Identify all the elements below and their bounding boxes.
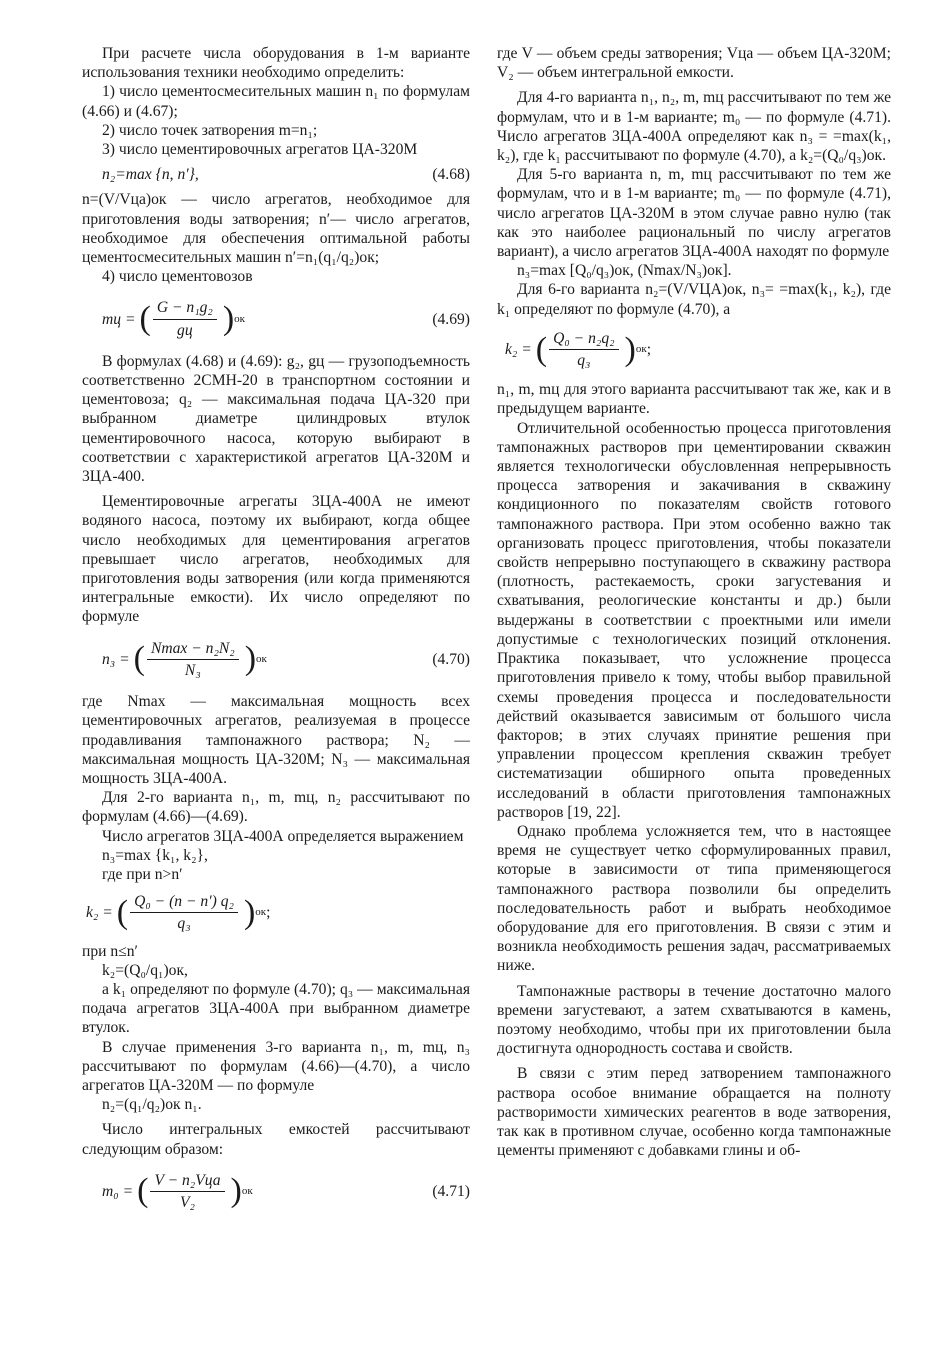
subscript: ок (256, 652, 267, 665)
paren-open: ( (137, 1172, 149, 1210)
formula-inline: n₃=max [Q₀/q₃)ок, (Nmax/N₃)ок]. (517, 262, 732, 280)
list-item: 2) число точек затворения m=n₁; (102, 121, 318, 139)
paren-open: ( (116, 893, 129, 931)
formula-4-69 (82, 298, 470, 339)
paren-close: ) (624, 330, 636, 368)
formula-number: (4.68) (432, 166, 470, 184)
formula-expression: n₂=max {n, n′}, (102, 166, 199, 184)
numerator: G − n₁g₂ (153, 298, 217, 319)
paren-open: ( (133, 640, 145, 678)
paren-close: ) (230, 1172, 242, 1210)
paragraph: Для 2-го варианта n₁, m, mц, n₂ рассчитывают по формулам (4.66)—(4.69). (82, 789, 470, 826)
subscript: ок (635, 342, 647, 355)
denominator: gц (177, 321, 193, 339)
paragraph: При расчете числа оборудования в 1-м варианте использования техники необходимо определить: (82, 45, 470, 82)
paren-open: ( (535, 330, 548, 368)
formula-lhs: k₂ = (86, 904, 113, 922)
formula-inline: n₂=(q₁/q₂)ок n₁. (102, 1096, 202, 1114)
fraction (150, 1171, 228, 1212)
formula-inline: n₃=max {k₁, k₂}, (102, 846, 208, 864)
list-item: 4) число цементовозов (102, 268, 253, 286)
paragraph: Однако проблема усложняется тем, что в настоящее время не существует четко сформулированных правил, которые в зависимости от типа применяющегося тампонажного раствора позволили бы определить последовательность работ и выбрать необходимое оборудование для его приготовления. В связи с этим и возникла необходимость решения задач, рассматриваемых ниже. (497, 822, 891, 975)
paragraph: Тампонажные растворы в течение достаточно малого времени загустевают, а затем схватываются в камень, поэтому необходимо, чтобы при их приготовлении была достигнута однородность состава и свойств. (497, 982, 891, 1058)
formula-lhs: mц = (102, 310, 136, 328)
fraction (147, 639, 243, 680)
list-item: 1) число цементосмесительных машин n₁ по формулам (4.66) и (4.67); (82, 83, 470, 120)
subscript: ок (255, 906, 267, 919)
formula-number: (4.69) (432, 310, 470, 328)
formula-lhs: n₃ = (102, 650, 130, 668)
fraction (130, 892, 242, 933)
paren-close: ) (243, 893, 256, 931)
paragraph: Число агрегатов 3ЦА-400А определяется выражением (102, 827, 464, 845)
numerator: Q₀ − (n − n′) q₂ (130, 892, 238, 913)
formula-4-70 (82, 639, 470, 680)
formula-inline: k₂=(Q₀/q₁)ок, (102, 961, 188, 979)
formula-tail: ; (266, 904, 271, 922)
paragraph: а k₁ определяют по формуле (4.70); q₃ — максимальная подача агрегатов 3ЦА-400А при выбранном диаметре втулок. (82, 980, 470, 1037)
numerator: Q₀ − n₂q₂ (549, 329, 618, 350)
paren-open: ( (139, 300, 151, 338)
denominator: q₃ (577, 352, 591, 370)
paragraph: где при n>n′ (102, 865, 183, 883)
paragraph: В связи с этим перед затворением тампонажного раствора особое внимание обращается на полноту растворимости химических реагентов в воде затворения, так как в противном случае, особенно когда тампонажные цементы применяют с добавками глины и об- (497, 1065, 891, 1160)
denominator: N₃ (184, 661, 201, 679)
paragraph: Отличительной особенностью процесса приготовления тампонажных растворов при цементировании скважин является технологически обусловленная непрерывность процесса затворения и закачивания в скважину кондиционного по показателям свойств готового тампонажного раствора. При этом особенно важно так организовать процесс приготовления, чтобы показатели свойств непрерывно поступающего в скважину раствора (плотность, растекаемость, сроки загустевания и схватывания, реологические константы и др.) были выдержаны в соответствии с проектными или имели допустимые с технологических позиций отклонения. Практика показывает, что усложнение процесса приготовления привело к тому, чтобы выбор правильной схемы проведения процесса и последовательности действий оказывается зависимым от большого числа факторов; в этих случаях принятие решения при управлении процессом крепления скважин требует систематизации обширного опыта проведенных исследований в области приготовления тампонажных растворов [19, 22]. (497, 419, 891, 821)
formula-4-71 (82, 1171, 470, 1212)
numerator: Nmax − n₂N₂ (147, 639, 239, 660)
paragraph: где Nmax — максимальная мощность всех цементировочных агрегатов, реализуемая в процессе продавливания тампонажного раствора; N₂ — максимальная мощность ЦА-320М; N₃ — максимальная мощность 3ЦА-400А. (82, 693, 470, 787)
formula-lhs: m₀ = (102, 1182, 134, 1200)
paren-close: ) (244, 640, 257, 678)
denominator: V₂ (180, 1193, 195, 1211)
formula-number: (4.71) (432, 1182, 470, 1200)
formula-number: (4.70) (432, 650, 470, 668)
paragraph: Цементировочные агрегаты 3ЦА-400А не имеют водяного насоса, поэтому их выбирают, когда общее число необходимых для цементирования агрегатов превышает число агрегатов, необходимых для приготовления воды затворения (или когда применяются интегральные емкости). Их число определяют по формуле (82, 493, 470, 626)
formula-tail: ; (646, 340, 652, 358)
paragraph: n=(V/Vца)ок — число агрегатов, необходимое для приготовления воды затворения; n′— число агрегатов, необходимое для обеспечения оптимальной работы цементосмесительных машин n′=n₁(q₁/q₂)ок; (82, 191, 470, 267)
right-column (497, 44, 891, 1160)
left-column (82, 44, 470, 1224)
paragraph: Для 6-го варианта n₂=(V/VЦА)ок, n₃= =max(k₁, k₂), где k₁ определяют по формуле (4.70), а (497, 281, 891, 318)
fraction (153, 298, 221, 339)
fraction (549, 329, 622, 370)
formula-lhs: k₂ = (505, 340, 532, 358)
formula-4-68 (82, 165, 470, 184)
paragraph: Для 5-го варианта n, m, mц рассчитывают по тем же формулам, что и в 1-м варианте; m₀ — по формуле (4.71), число агрегатов ЦА-320М в этом случае равно нулю (так как это наиболее рациональный по числу агрегатов вариант), а число агрегатов 3ЦА-400А находят по формуле (497, 166, 891, 261)
paragraph: Число интегральных емкостей рассчитывают следующим образом: (82, 1121, 470, 1158)
subscript: ок (241, 1184, 253, 1197)
formula-k2-variant6 (497, 329, 891, 370)
paragraph: В случае применения 3-го варианта n₁, m, mц, n₃ рассчитывают по формулам (4.66)—(4.70), а число агрегатов ЦА-320М — по формуле (82, 1038, 470, 1094)
paragraph: при n≤n′ (82, 942, 138, 960)
formula-k2-case1 (82, 892, 470, 933)
subscript: ок (234, 312, 246, 325)
paragraph: n₁, m, mц для этого варианта рассчитывают так же, как и в предыдущем варианте. (497, 381, 891, 418)
paren-close: ) (222, 300, 235, 338)
paragraph: В формулах (4.68) и (4.69): g₂, gц — грузоподъемность соответственно 2СМН-20 в транспортном состоянии и цементовоза; q₂ — максимальная подача ЦА-320 при выбранном диаметре цилиндровых втулок цементировочного насоса, которую выбирают в соответствии с характеристикой агрегатов ЦА-320М и 3ЦА-400. (82, 352, 470, 486)
paragraph: где V — объем среды затворения; Vца — объем ЦА-320М; V₂ — объем интегральной емкости. (497, 45, 891, 82)
denominator: q₃ (177, 915, 191, 933)
list-item: 3) число цементировочных агрегатов ЦА-320М (102, 141, 418, 159)
paragraph: Для 4-го варианта n₁, n₂, m, mц рассчитывают по тем же формулам, что и в 1-м варианте; m₀ — по формуле (4.71). Число агрегатов 3ЦА-400А определяют как n₃ = =max(k₁, k₂), где k₁ рассчитывают по формуле (4.70), а k₂=(Q₀/q₃)ок. (497, 89, 891, 165)
numerator: V − n₂Vца (150, 1171, 224, 1192)
